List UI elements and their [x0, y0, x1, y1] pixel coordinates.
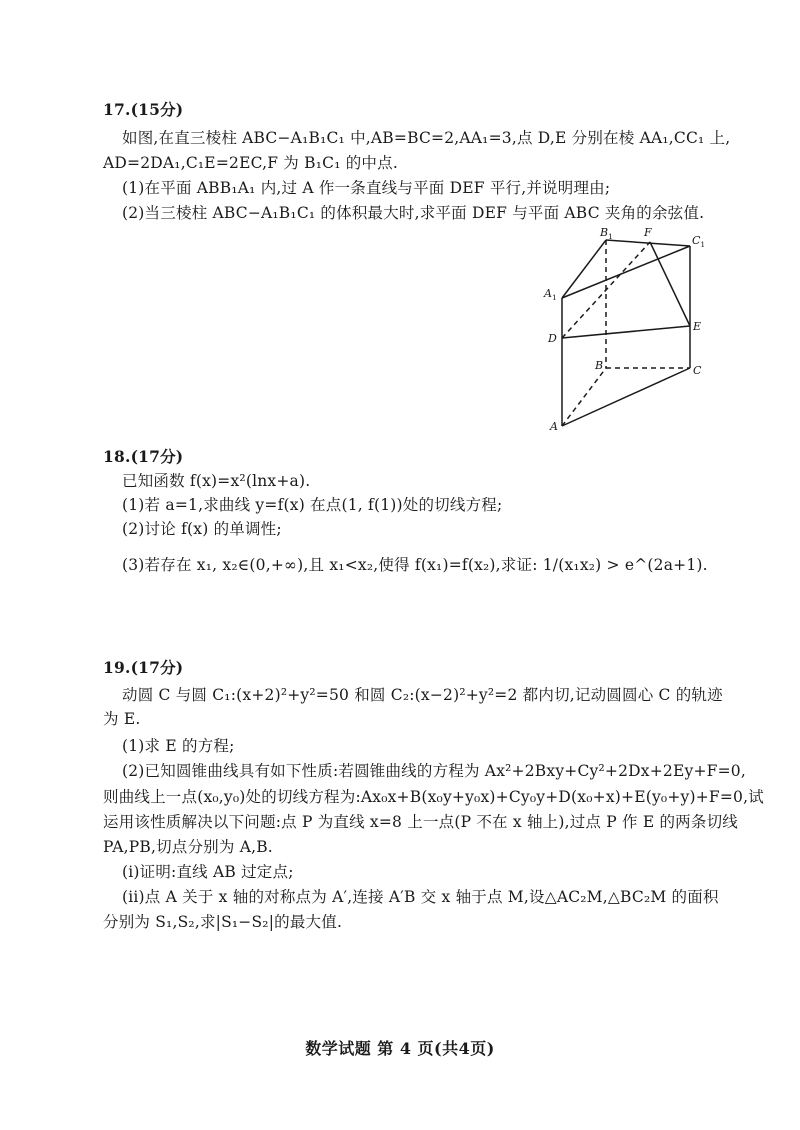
- label-a1: $A_1$: [544, 287, 557, 302]
- label-b1: $B_1$: [600, 226, 613, 241]
- label-b: B: [595, 359, 604, 372]
- label-e: E: [693, 320, 702, 333]
- segment-d-e: [562, 326, 690, 338]
- label-c: C: [693, 364, 702, 377]
- q19-part-2-line-2: 则曲线上一点(x₀,y₀)处的切线方程为:Ax₀x+B(x₀y+y₀x)+Cy₀y+D(x₀+x)+E(y₀+y)+F=0,试: [103, 788, 764, 806]
- q19-line-1: 动圆 C 与圆 C₁:(x+2)²+y²=50 和圆 C₂:(x−2)²+y²=2 都内切,记动圆圆心 C 的轨迹: [122, 686, 723, 704]
- label-a: A: [550, 420, 558, 433]
- q18-part-3: (3)若存在 x₁, x₂∈(0,+∞),且 x₁<x₂,使得 f(x₁)=f(x₂),求证: 1/(x₁x₂) > e^(2a+1).: [122, 556, 708, 574]
- q19-part-1: (1)求 E 的方程;: [122, 737, 235, 755]
- label-d: D: [548, 332, 557, 345]
- q19-sub-ii-line-1: (ii)点 A 关于 x 轴的对称点为 A′,连接 A′B 交 x 轴于点 M,设△AC₂M,△BC₂M 的面积: [122, 888, 719, 906]
- label-f: F: [644, 226, 652, 239]
- q18-heading: 18.(17分): [103, 447, 184, 466]
- prism-figure: [540, 218, 710, 438]
- q18-part-1: (1)若 a=1,求曲线 y=f(x) 在点(1, f(1))处的切线方程;: [122, 496, 503, 514]
- edge-a-c: [562, 368, 690, 426]
- q19-sub-i: (i)证明:直线 AB 过定点;: [122, 863, 294, 881]
- q18-line-1: 已知函数 f(x)=x²(lnx+a).: [122, 472, 311, 490]
- q17-part-1: (1)在平面 ABB₁A₁ 内,过 A 作一条直线与平面 DEF 平行,并说明理由;: [122, 179, 611, 197]
- q17-part-2: (2)当三棱柱 ABC−A₁B₁C₁ 的体积最大时,求平面 DEF 与平面 ABC 夹角的余弦值.: [122, 204, 705, 222]
- q19-part-2-line-4: PA,PB,切点分别为 A,B.: [103, 838, 273, 856]
- q19-part-2-line-1: (2)已知圆锥曲线具有如下性质:若圆锥曲线的方程为 Ax²+2Bxy+Cy²+2Dx+2Ey+F=0,: [122, 762, 746, 780]
- q19-part-2-line-3: 运用该性质解决以下问题:点 P 为直线 x=8 上一点(P 不在 x 轴上),过点 P 作 E 的两条切线: [103, 813, 738, 831]
- q19-heading: 19.(17分): [103, 658, 184, 677]
- page-footer: 数学试题 第 4 页(共4页): [305, 1039, 495, 1058]
- q17-line-1: 如图,在直三棱柱 ABC−A₁B₁C₁ 中,AB=BC=2,AA₁=3,点 D,E 分别在棱 AA₁,CC₁ 上,: [122, 129, 731, 147]
- q17-line-2: AD=2DA₁,C₁E=2EC,F 为 B₁C₁ 的中点.: [103, 154, 398, 172]
- q19-sub-ii-line-2: 分别为 S₁,S₂,求|S₁−S₂|的最大值.: [103, 913, 343, 931]
- q19-line-2: 为 E.: [103, 710, 141, 728]
- q18-part-2: (2)讨论 f(x) 的单调性;: [122, 520, 282, 538]
- edge-a-b-hidden: [562, 368, 606, 426]
- q17-heading: 17.(15分): [103, 100, 184, 119]
- label-c1: $C_1$: [692, 234, 706, 249]
